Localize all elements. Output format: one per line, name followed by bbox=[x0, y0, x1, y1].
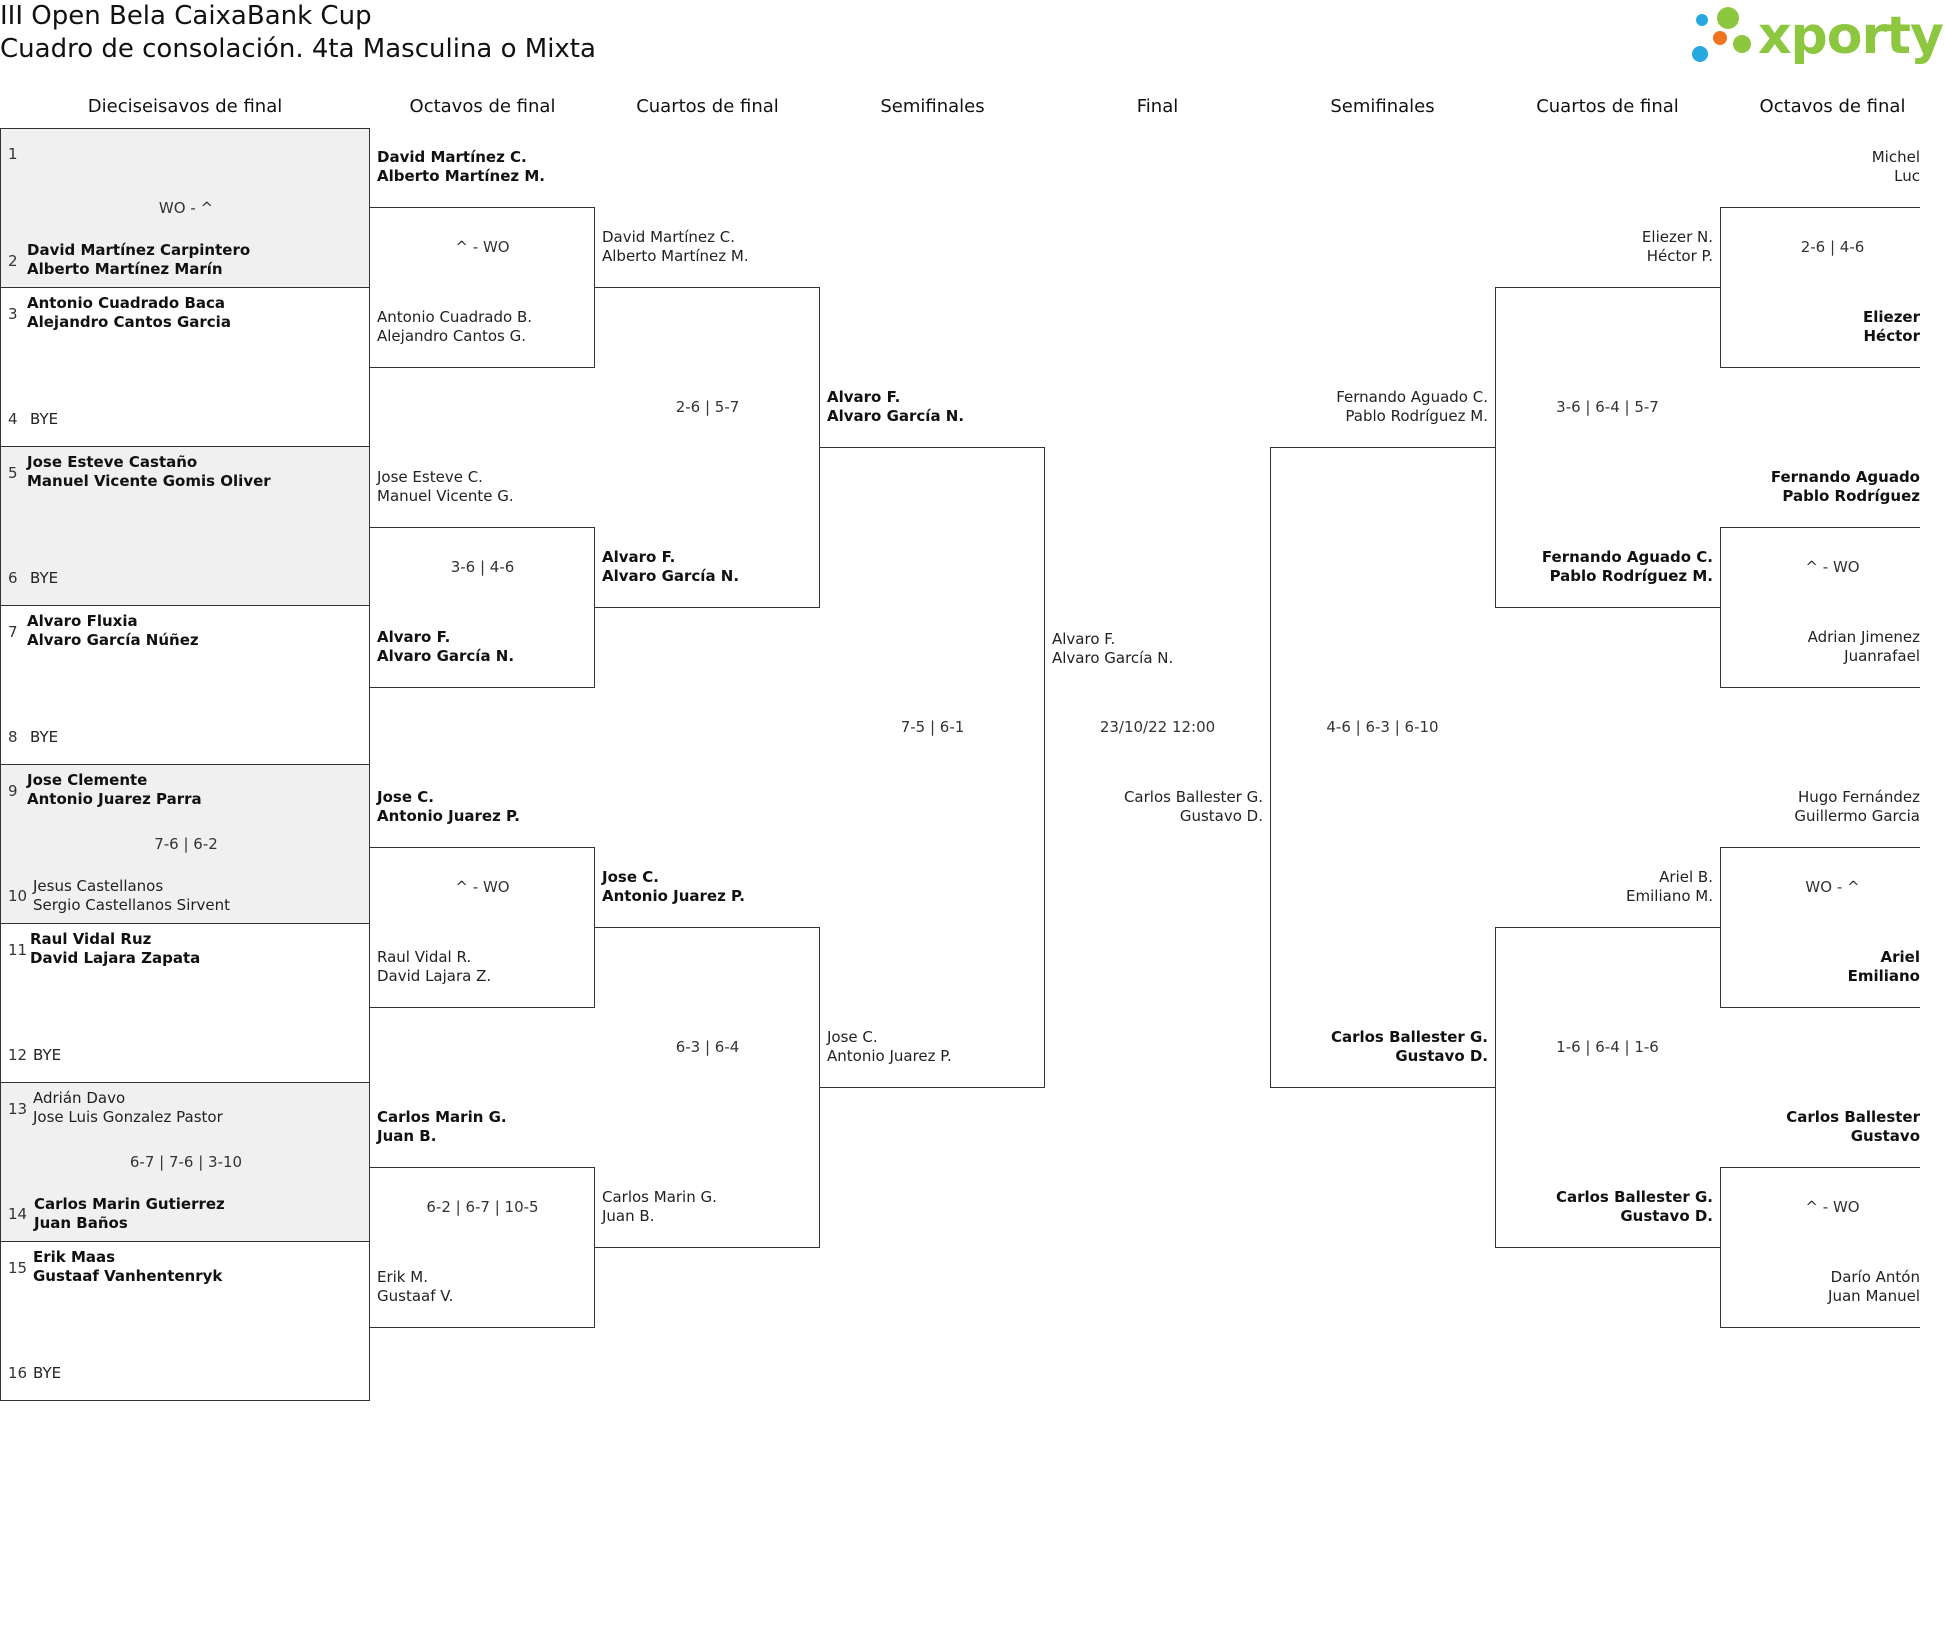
r32-match-4[interactable] bbox=[0, 605, 370, 765]
match-score: 3-6 | 4-6 bbox=[450, 558, 515, 576]
team-name: Carlos Marin G. bbox=[602, 1188, 717, 1206]
match-score: 6-2 | 6-7 | 10-5 bbox=[426, 1198, 539, 1216]
seed-number: 5 bbox=[8, 464, 18, 482]
team-name: Ariel B. bbox=[1659, 868, 1713, 886]
team-name: Héctor bbox=[1863, 327, 1920, 345]
bracket-connector bbox=[1270, 447, 1495, 1088]
team-name: Luc bbox=[1894, 167, 1920, 185]
team-name: Michel bbox=[1871, 148, 1920, 166]
column-header-c3: Cuartos de final bbox=[636, 96, 779, 117]
team-name: Carlos Ballester bbox=[1786, 1108, 1920, 1126]
team-name: Alvaro García N. bbox=[827, 407, 965, 425]
team-name: Eliezer bbox=[1862, 308, 1920, 326]
team-name: Manuel Vicente G. bbox=[377, 487, 514, 505]
team-name: Gustavo bbox=[1850, 1127, 1920, 1145]
r32-match-6[interactable] bbox=[0, 923, 370, 1083]
match-score: ^ - WO bbox=[1805, 1198, 1860, 1216]
match-score: 6-7 | 7-6 | 3-10 bbox=[129, 1153, 243, 1171]
player-name: BYE bbox=[30, 569, 59, 587]
seed-number: 8 bbox=[8, 728, 18, 746]
player-name: Jose Esteve Castaño bbox=[27, 453, 198, 471]
team-name: Antonio Juarez P. bbox=[827, 1047, 952, 1065]
team-name: Adrian Jimenez bbox=[1807, 628, 1920, 646]
team-name: Jose C. bbox=[827, 1028, 878, 1046]
column-header-c1: Dieciseisavos de final bbox=[87, 96, 283, 117]
tournament-name: III Open Bela CaixaBank Cup bbox=[0, 1, 372, 31]
player-name: Manuel Vicente Gomis Oliver bbox=[27, 472, 271, 490]
seed-number: 15 bbox=[8, 1259, 28, 1277]
team-name: Carlos Marin G. bbox=[377, 1108, 507, 1126]
team-name: Juanrafael bbox=[1844, 647, 1920, 665]
team-name: Alberto Martínez M. bbox=[602, 247, 749, 265]
team-name: Erik M. bbox=[377, 1268, 428, 1286]
player-name: BYE bbox=[30, 728, 59, 746]
team-name: Pablo Rodríguez M. bbox=[1549, 567, 1713, 585]
player-name: Gustaaf Vanhentenryk bbox=[33, 1267, 223, 1285]
tournament-title bbox=[0, 0, 596, 66]
seed-number: 7 bbox=[8, 623, 18, 641]
player-name: Alejandro Cantos Garcia bbox=[27, 313, 231, 331]
seed-number: 2 bbox=[8, 252, 18, 270]
match-score: WO - ^ bbox=[158, 199, 214, 217]
match-score: 7-5 | 6-1 bbox=[900, 718, 965, 736]
match-score: ^ - WO bbox=[455, 878, 510, 896]
team-name: Eliezer N. bbox=[1641, 228, 1713, 246]
team-name: Pablo Rodríguez M. bbox=[1345, 407, 1488, 425]
match-score: 6-3 | 6-4 bbox=[675, 1038, 740, 1056]
player-name: Jose Luis Gonzalez Pastor bbox=[33, 1108, 223, 1126]
team-name: Pablo Rodríguez bbox=[1782, 487, 1920, 505]
team-name: Juan B. bbox=[377, 1127, 437, 1145]
player-name: Antonio Juarez Parra bbox=[27, 790, 202, 808]
r32-match-2[interactable] bbox=[0, 287, 370, 447]
team-name: Darío Antón bbox=[1830, 1268, 1920, 1286]
finalist-name: Alvaro García N. bbox=[1052, 649, 1174, 667]
match-score: 7-6 | 6-2 bbox=[154, 835, 218, 853]
xporty-logo[interactable] bbox=[1690, 4, 1943, 68]
r32-match-5[interactable] bbox=[0, 764, 370, 924]
player-name: BYE bbox=[30, 410, 59, 428]
team-name: David Martínez C. bbox=[602, 228, 736, 246]
xporty-logo-text: xporty bbox=[1758, 6, 1943, 66]
player-name: Sergio Castellanos Sirvent bbox=[33, 896, 231, 914]
draw-name: Cuadro de consolación. 4ta Masculina o Mixta bbox=[0, 34, 596, 64]
team-name: Alvaro F. bbox=[377, 628, 451, 646]
team-name: Ariel bbox=[1880, 948, 1920, 966]
team-name: Alvaro García N. bbox=[602, 567, 740, 585]
team-name: Carlos Ballester G. bbox=[1330, 1028, 1488, 1046]
column-header-c4: Semifinales bbox=[880, 96, 985, 117]
team-name: Juan Manuel bbox=[1828, 1287, 1920, 1305]
r32-match-7[interactable] bbox=[0, 1082, 370, 1242]
player-name: Juan Baños bbox=[34, 1214, 128, 1232]
team-name: Jose C. bbox=[377, 788, 434, 806]
r32-match-3[interactable] bbox=[0, 446, 370, 606]
match-score: 1-6 | 6-4 | 1-6 bbox=[1556, 1038, 1659, 1056]
team-name: Antonio Cuadrado B. bbox=[377, 308, 533, 326]
seed-number: 3 bbox=[8, 305, 18, 323]
team-name: Hugo Fernández bbox=[1797, 788, 1920, 806]
team-name: Antonio Juarez P. bbox=[602, 887, 745, 905]
team-name: Antonio Juarez P. bbox=[377, 807, 520, 825]
seed-number: 13 bbox=[8, 1100, 28, 1118]
finalist-name: Gustavo D. bbox=[1179, 807, 1263, 825]
team-name: Alejandro Cantos G. bbox=[377, 327, 527, 345]
player-name: Alvaro García Núñez bbox=[27, 631, 199, 649]
seed-number: 10 bbox=[8, 887, 28, 905]
player-name: Adrián Davo bbox=[33, 1089, 126, 1107]
player-name: Erik Maas bbox=[33, 1248, 116, 1266]
match-score: 2-6 | 5-7 bbox=[675, 398, 740, 416]
final-date: 23/10/22 12:00 bbox=[1099, 718, 1216, 736]
seed-number: 4 bbox=[8, 410, 18, 428]
team-name: Jose Esteve C. bbox=[377, 468, 483, 486]
team-name: Gustavo D. bbox=[1620, 1207, 1713, 1225]
match-score: ^ - WO bbox=[1805, 558, 1860, 576]
team-name: Alberto Martínez M. bbox=[377, 167, 545, 185]
player-name: Jesus Castellanos bbox=[33, 877, 164, 895]
team-name: Fernando Aguado C. bbox=[1336, 388, 1488, 406]
team-name: Emiliano M. bbox=[1626, 887, 1713, 905]
bracket-connector bbox=[820, 447, 1045, 1088]
player-name: Alvaro Fluxia bbox=[27, 612, 138, 630]
seed-number: 12 bbox=[8, 1046, 28, 1064]
xporty-dots-logo-icon bbox=[1690, 4, 1756, 68]
team-name: Fernando Aguado bbox=[1770, 468, 1920, 486]
seed-number: 14 bbox=[8, 1205, 28, 1223]
team-name: Jose C. bbox=[602, 868, 659, 886]
team-name: Alvaro F. bbox=[602, 548, 676, 566]
seed-number: 9 bbox=[8, 782, 18, 800]
player-name: Raul Vidal Ruz bbox=[30, 930, 152, 948]
player-name: BYE bbox=[33, 1364, 62, 1382]
team-name: Juan B. bbox=[602, 1207, 655, 1225]
team-name: David Lajara Z. bbox=[377, 967, 492, 985]
seed-number: 6 bbox=[8, 569, 18, 587]
player-name: David Martínez Carpintero bbox=[27, 241, 251, 259]
match-score: 3-6 | 6-4 | 5-7 bbox=[1556, 398, 1659, 416]
r32-match-8[interactable] bbox=[0, 1241, 370, 1401]
seed-number: 16 bbox=[8, 1364, 28, 1382]
team-name: Guillermo Garcia bbox=[1794, 807, 1920, 825]
column-header-c2: Octavos de final bbox=[409, 96, 556, 117]
column-header-c8: Octavos de final bbox=[1759, 96, 1906, 117]
column-header-c6: Semifinales bbox=[1330, 96, 1435, 117]
team-name: Carlos Ballester G. bbox=[1555, 1188, 1713, 1206]
team-name: Gustaaf V. bbox=[377, 1287, 454, 1305]
team-name: Raul Vidal R. bbox=[377, 948, 472, 966]
player-name: Antonio Cuadrado Baca bbox=[27, 294, 226, 312]
player-name: Carlos Marin Gutierrez bbox=[34, 1195, 225, 1213]
column-header-c7: Cuartos de final bbox=[1536, 96, 1679, 117]
player-name: David Lajara Zapata bbox=[30, 949, 201, 967]
finalist-name: Carlos Ballester G. bbox=[1123, 788, 1263, 806]
team-name: Emiliano bbox=[1847, 967, 1920, 985]
team-name: Alvaro García N. bbox=[377, 647, 515, 665]
match-score: 2-6 | 4-6 bbox=[1800, 238, 1865, 256]
r32-match-1[interactable] bbox=[0, 128, 370, 288]
player-name: BYE bbox=[33, 1046, 62, 1064]
match-score: ^ - WO bbox=[455, 238, 510, 256]
player-name: Alberto Martínez Marín bbox=[27, 260, 223, 278]
finalist-name: Alvaro F. bbox=[1052, 630, 1116, 648]
match-score: WO - ^ bbox=[1805, 878, 1860, 896]
player-name: Jose Clemente bbox=[27, 771, 148, 789]
team-name: Gustavo D. bbox=[1395, 1047, 1488, 1065]
column-header-c5: Final bbox=[1136, 96, 1179, 117]
team-name: David Martínez C. bbox=[377, 148, 527, 166]
team-name: Héctor P. bbox=[1646, 247, 1713, 265]
seed-number: 1 bbox=[8, 145, 18, 163]
team-name: Alvaro F. bbox=[827, 388, 901, 406]
seed-number: 11 bbox=[8, 941, 28, 959]
team-name: Fernando Aguado C. bbox=[1541, 548, 1713, 566]
match-score: 4-6 | 6-3 | 6-10 bbox=[1326, 718, 1439, 736]
